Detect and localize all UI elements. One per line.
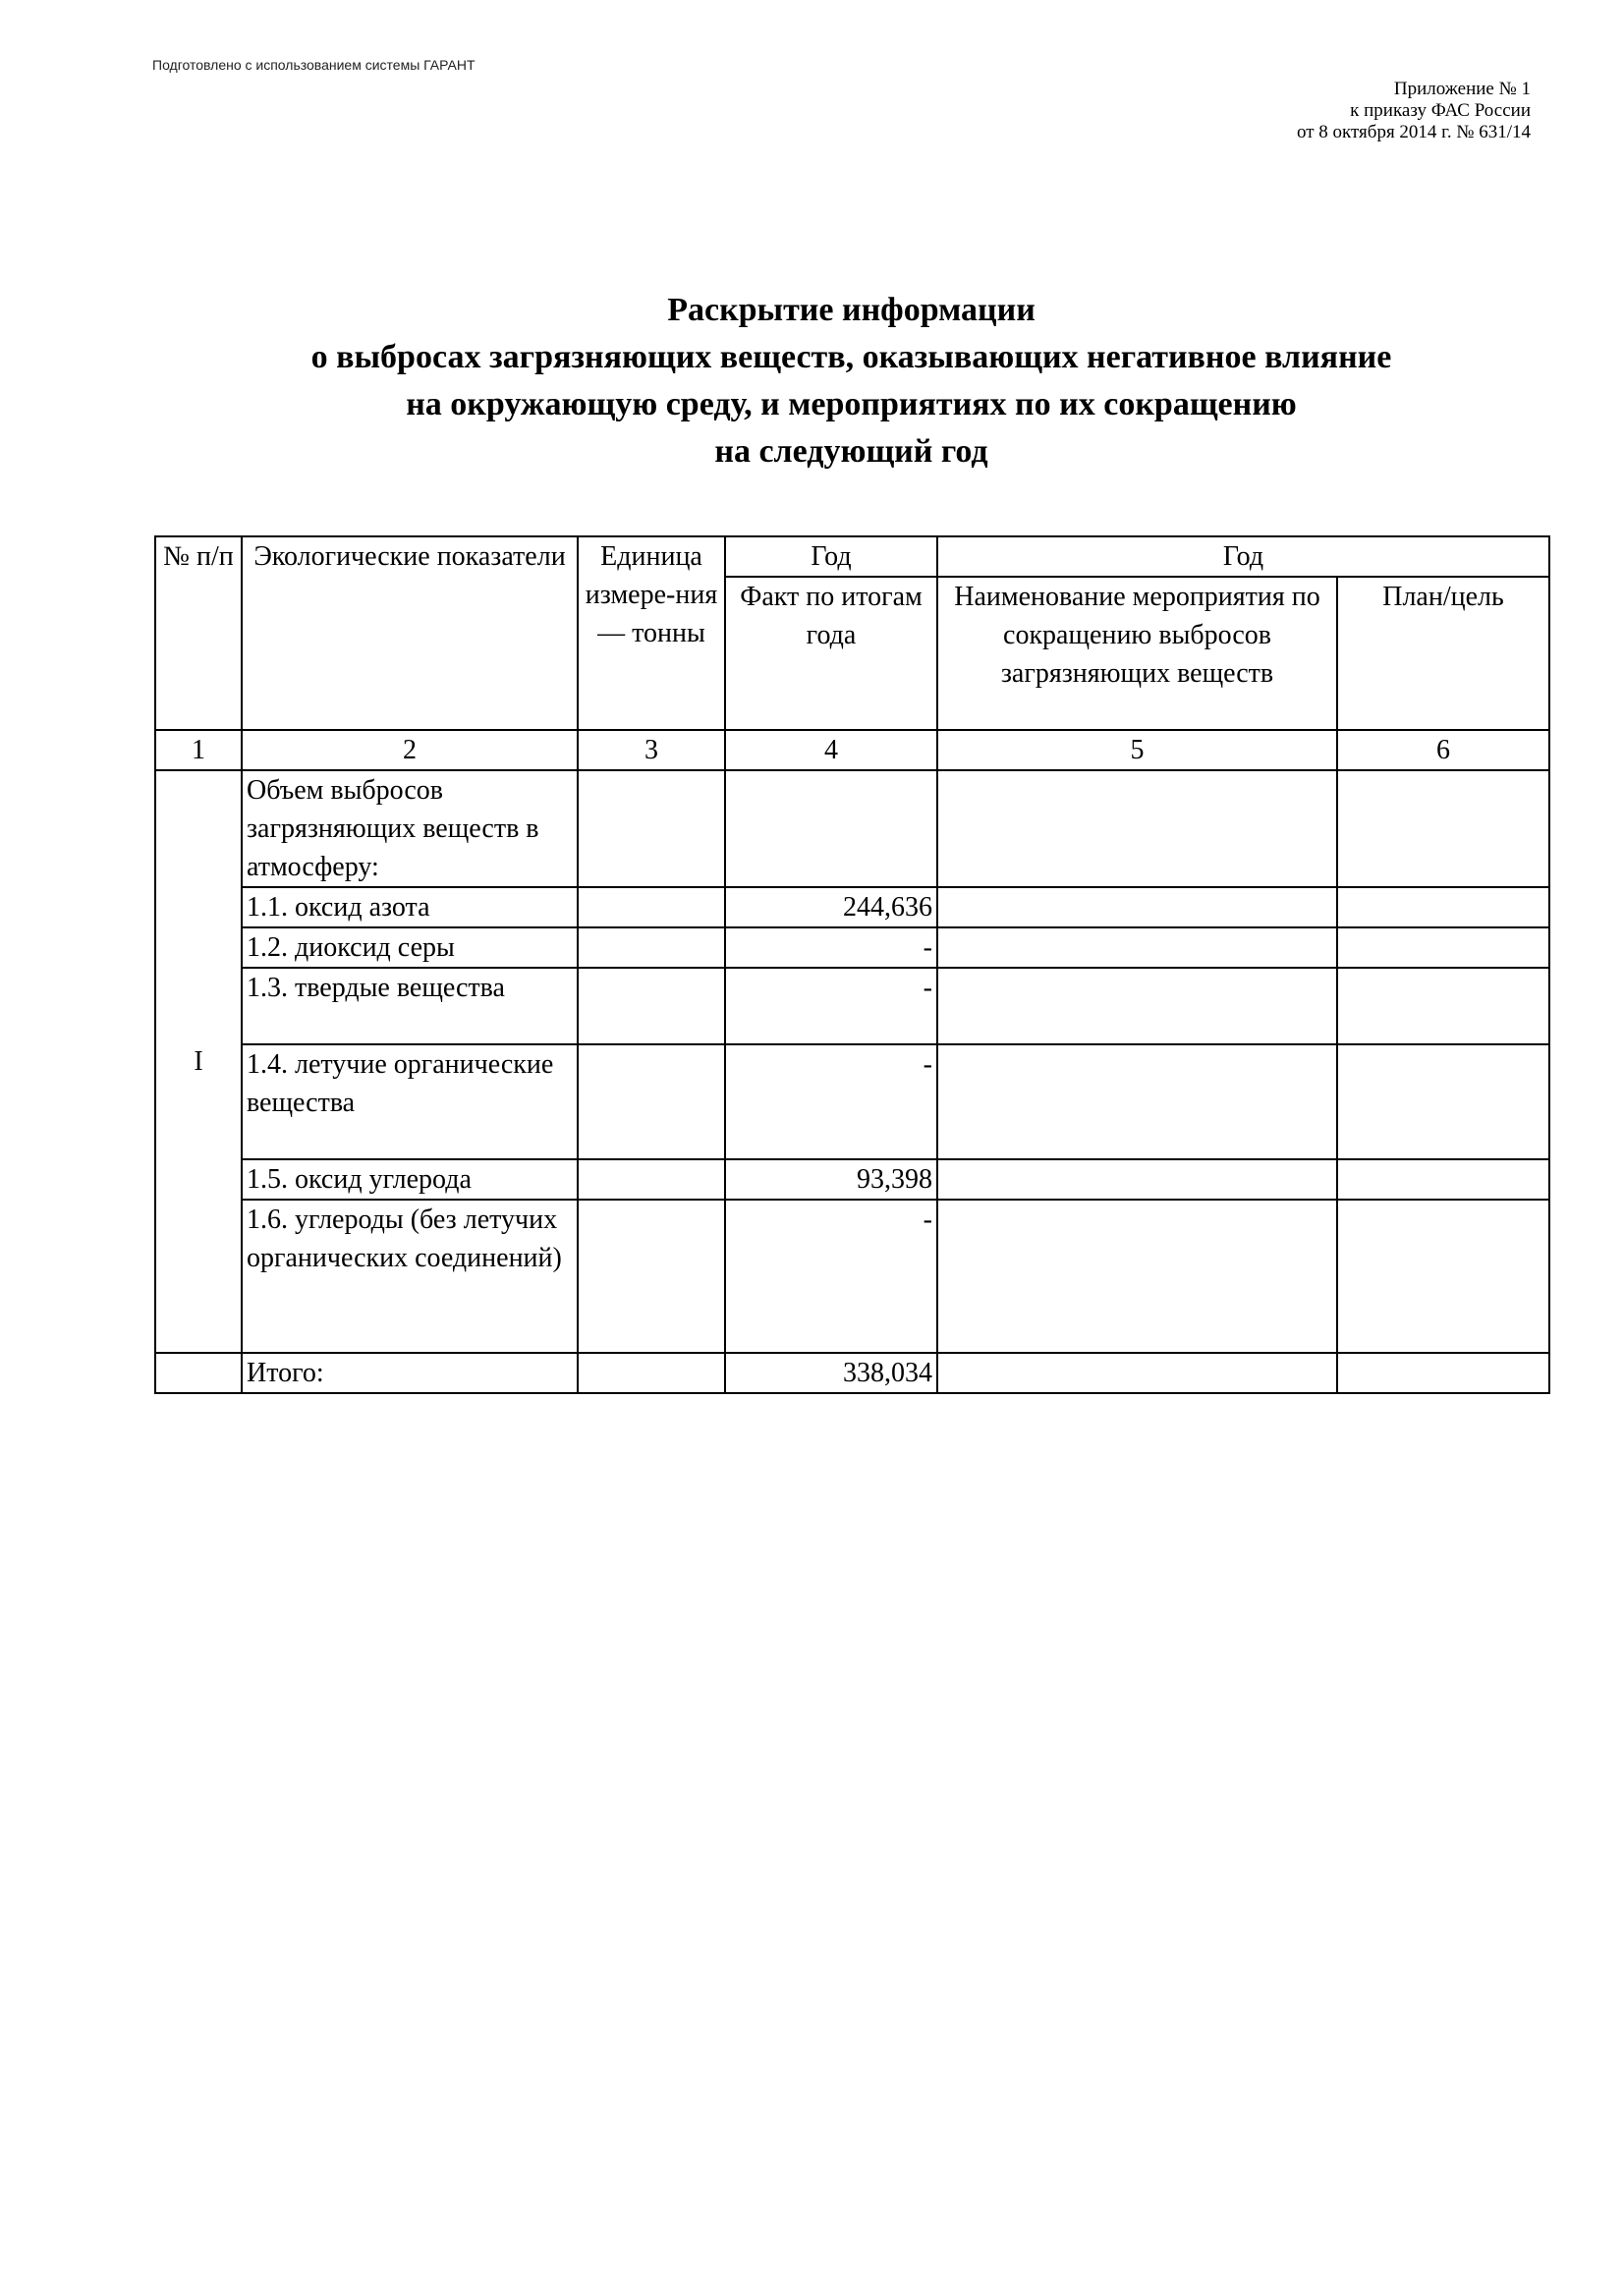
total-measure [937,1353,1337,1393]
total-row [155,1353,1549,1393]
document-title [0,287,1624,476]
row-fact: - [725,1200,937,1353]
header-unit: Единица измере-ния — тонны [578,536,725,730]
table-row [155,1200,1549,1353]
row-plan [1337,1159,1549,1200]
row-unit [578,1200,725,1353]
row-fact: 93,398 [725,1159,937,1200]
row-unit [578,927,725,968]
title-line-3: на окружающую среду, и мероприятиях по их сокращению [406,386,1297,422]
header-measure: Наименование мероприятия по сокращению выбросов загрязняющих веществ [937,577,1337,730]
row-fact: 244,636 [725,887,937,927]
row-plan [1337,927,1549,968]
title-line-2: о выбросах загрязняющих веществ, оказывающих негативное влияние [310,339,1392,375]
row-plan [1337,968,1549,1044]
appendix-reference [1297,79,1531,143]
row-label: 1.6. углероды (без летучих органических соединений) [242,1200,578,1353]
row-fact: - [725,927,937,968]
col-number: 2 [242,730,578,770]
row-fact: - [725,1044,937,1159]
title-line-1: Раскрытие информации [667,292,1036,328]
header-year-2: Год [937,536,1549,577]
total-fact: 338,034 [725,1353,937,1393]
col-number: 6 [1337,730,1549,770]
total-unit [578,1353,725,1393]
row-label: 1.4. летучие органические вещества [242,1044,578,1159]
row-measure [937,887,1337,927]
table-row [155,1159,1549,1200]
total-label: Итого: [242,1353,578,1393]
appendix-date: от 8 октября 2014 г. № 631/14 [1296,122,1531,142]
header-indicators: Экологические показатели [242,536,578,730]
table-row [155,1044,1549,1159]
appendix-order: к приказу ФАС России [1350,100,1531,121]
header-num: № п/п [155,536,242,730]
row-measure [937,1200,1337,1353]
row-label: 1.2. диоксид серы [242,927,578,968]
total-plan [1337,1353,1549,1393]
table-row [155,927,1549,968]
total-num [155,1353,242,1393]
col-number: 4 [725,730,937,770]
row-measure [937,927,1337,968]
appendix-number: Приложение № 1 [1393,79,1531,99]
row-measure [937,770,1337,887]
row-plan [1337,770,1549,887]
col-number: 1 [155,730,242,770]
row-plan [1337,1200,1549,1353]
row-unit [578,1044,725,1159]
row-label: 1.1. оксид азота [242,887,578,927]
row-unit [578,770,725,887]
col-number: 3 [578,730,725,770]
row-unit [578,968,725,1044]
header-plan: План/цель [1337,577,1549,730]
row-label: 1.5. оксид углерода [242,1159,578,1200]
table-row [155,887,1549,927]
section-number: I [155,770,242,1353]
row-measure [937,1159,1337,1200]
title-line-4: на следующий год [714,433,988,470]
row-measure [937,968,1337,1044]
table-row [155,770,1549,887]
row-unit [578,887,725,927]
header-year-1: Год [725,536,937,577]
row-label: 1.3. твердые вещества [242,968,578,1044]
row-plan [1337,1044,1549,1159]
table-row [155,968,1549,1044]
garant-note: Подготовлено с использованием системы ГАРАНТ [152,57,476,73]
row-unit [578,1159,725,1200]
row-fact: - [725,968,937,1044]
row-plan [1337,887,1549,927]
header-fact: Факт по итогам года [725,577,937,730]
emissions-table [154,535,1550,1394]
col-number: 5 [937,730,1337,770]
row-measure [937,1044,1337,1159]
row-label: Объем выбросов загрязняющих веществ в атмосферу: [242,770,578,887]
row-fact [725,770,937,887]
